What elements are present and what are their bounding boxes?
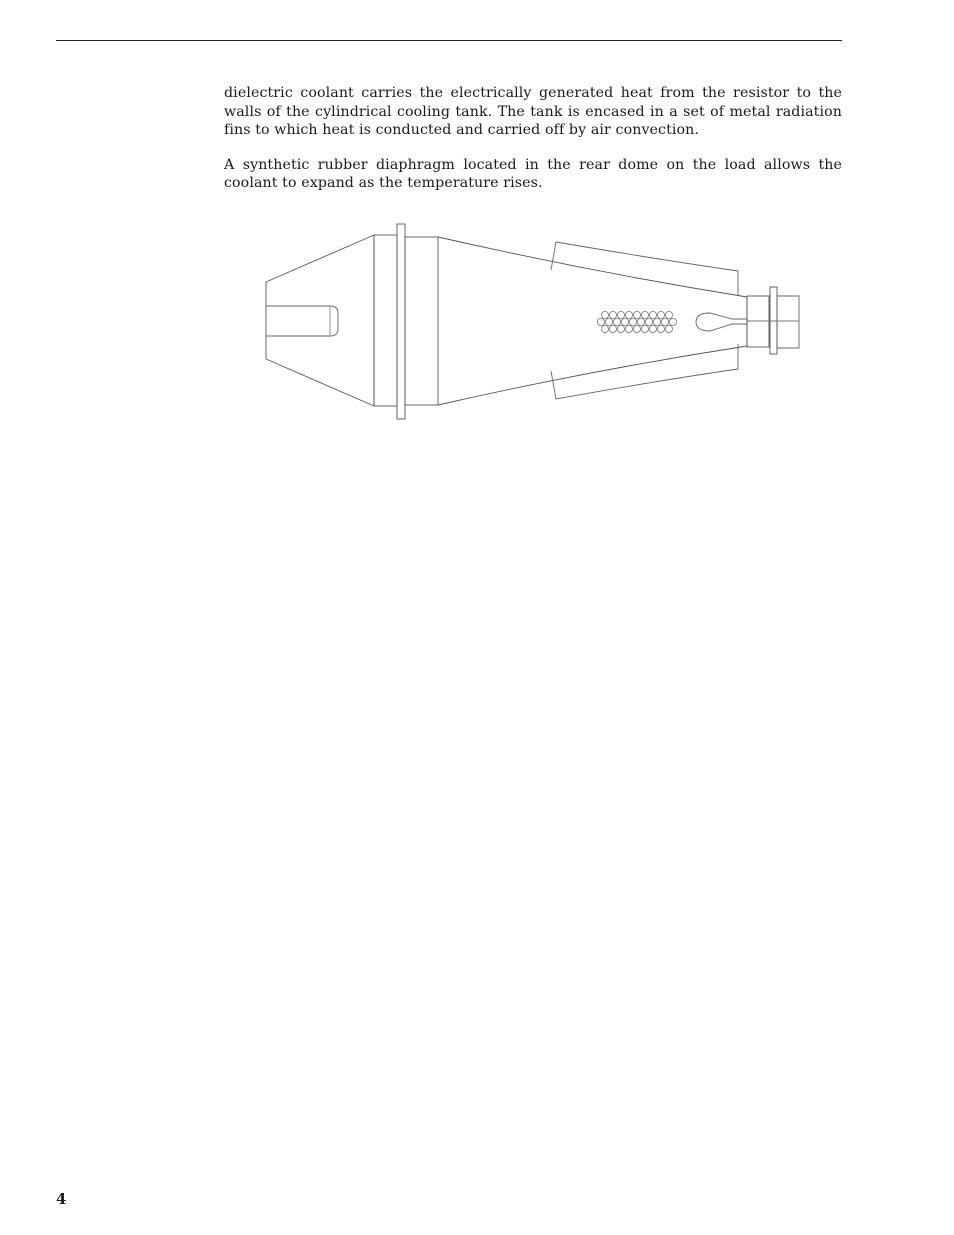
rear-cap-end xyxy=(777,296,799,348)
front-flange xyxy=(374,235,397,406)
front-connector xyxy=(266,306,338,336)
rear-flange xyxy=(405,237,438,405)
body-text xyxy=(224,84,842,209)
flange-ring xyxy=(397,224,405,419)
vent-holes xyxy=(597,311,676,332)
paragraph-coolant-heat: dielectric coolant carries the electrically generated heat from the resistor to the walls of the cylindrical cooling tank. The tank is encased in a set of metal radiation fins to which heat is conducted and carried off by air convection. xyxy=(224,85,842,139)
front-cone xyxy=(266,235,374,406)
oval-port xyxy=(696,313,747,331)
paragraph-diaphragm: A synthetic rubber diaphragm located in the rear dome on the load allows the coolant to expand as the temperature rises. xyxy=(224,156,842,192)
load-illustration xyxy=(262,220,807,422)
rear-cap-ring xyxy=(770,287,777,354)
rear-cap xyxy=(747,296,769,347)
tapered-body xyxy=(438,237,747,405)
page-number: 4 xyxy=(56,1190,67,1208)
header-rule xyxy=(56,40,842,41)
upper-fin xyxy=(551,242,738,296)
